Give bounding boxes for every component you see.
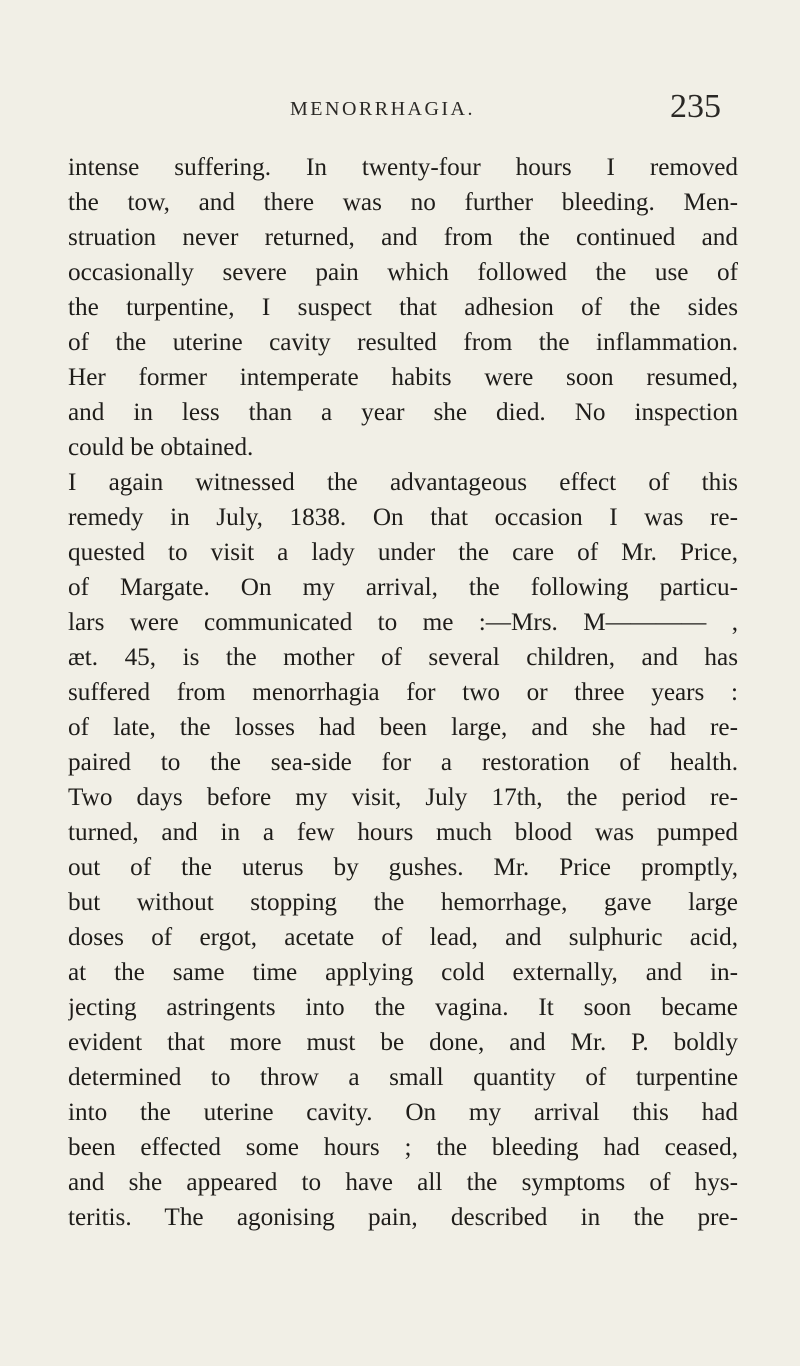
- running-head: [0, 88, 800, 128]
- text-line: of the uterine cavity resulted from the inflammation.: [68, 329, 738, 356]
- running-title: MENORRHAGIA.: [290, 98, 475, 120]
- page-number: 235: [670, 88, 721, 125]
- text-line: out of the uterus by gushes. Mr. Price promptly,: [68, 854, 738, 881]
- text-line: Her former intemperate habits were soon resumed,: [68, 364, 738, 391]
- text-line: into the uterine cavity. On my arrival this had: [68, 1099, 738, 1126]
- text-line: lars were communicated to me :—Mrs. M———— ,: [68, 609, 738, 636]
- text-line: æt. 45, is the mother of several children, and has: [68, 644, 738, 671]
- text-line: the turpentine, I suspect that adhesion of the sides: [68, 294, 738, 321]
- text-line: could be obtained.: [68, 434, 254, 461]
- text-line: determined to throw a small quantity of turpentine: [68, 1064, 738, 1091]
- text-line: and in less than a year she died. No inspection: [68, 399, 738, 426]
- text-line: jecting astringents into the vagina. It soon became: [68, 994, 738, 1021]
- text-line: teritis. The agonising pain, described in the pre-: [68, 1204, 738, 1231]
- text-line: quested to visit a lady under the care of Mr. Price,: [68, 539, 738, 566]
- text-line: occasionally severe pain which followed the use of: [68, 259, 738, 286]
- text-line: suffered from menorrhagia for two or three years :: [68, 679, 738, 706]
- text-line: of late, the losses had been large, and she had re-: [68, 714, 738, 741]
- text-line: but without stopping the hemorrhage, gave large: [68, 889, 738, 916]
- text-line: intense suffering. In twenty-four hours I removed: [68, 154, 738, 181]
- text-line: Two days before my visit, July 17th, the period re-: [68, 784, 738, 811]
- body-text: [68, 150, 738, 1235]
- text-line: paired to the sea-side for a restoration of health.: [68, 749, 738, 776]
- text-line: doses of ergot, acetate of lead, and sulphuric acid,: [68, 924, 738, 951]
- text-line: evident that more must be done, and Mr. P. boldly: [68, 1029, 738, 1056]
- text-line: been effected some hours ; the bleeding had ceased,: [68, 1134, 738, 1161]
- text-line: I again witnessed the advantageous effect of this: [68, 469, 738, 496]
- text-line: the tow, and there was no further bleeding. Men-: [68, 189, 738, 216]
- text-line: struation never returned, and from the continued and: [68, 224, 738, 251]
- text-line: of Margate. On my arrival, the following particu-: [68, 574, 738, 601]
- text-line: turned, and in a few hours much blood was pumped: [68, 819, 738, 846]
- text-line: remedy in July, 1838. On that occasion I was re-: [68, 504, 738, 531]
- text-line: at the same time applying cold externally, and in-: [68, 959, 738, 986]
- text-line: and she appeared to have all the symptoms of hys-: [68, 1169, 738, 1196]
